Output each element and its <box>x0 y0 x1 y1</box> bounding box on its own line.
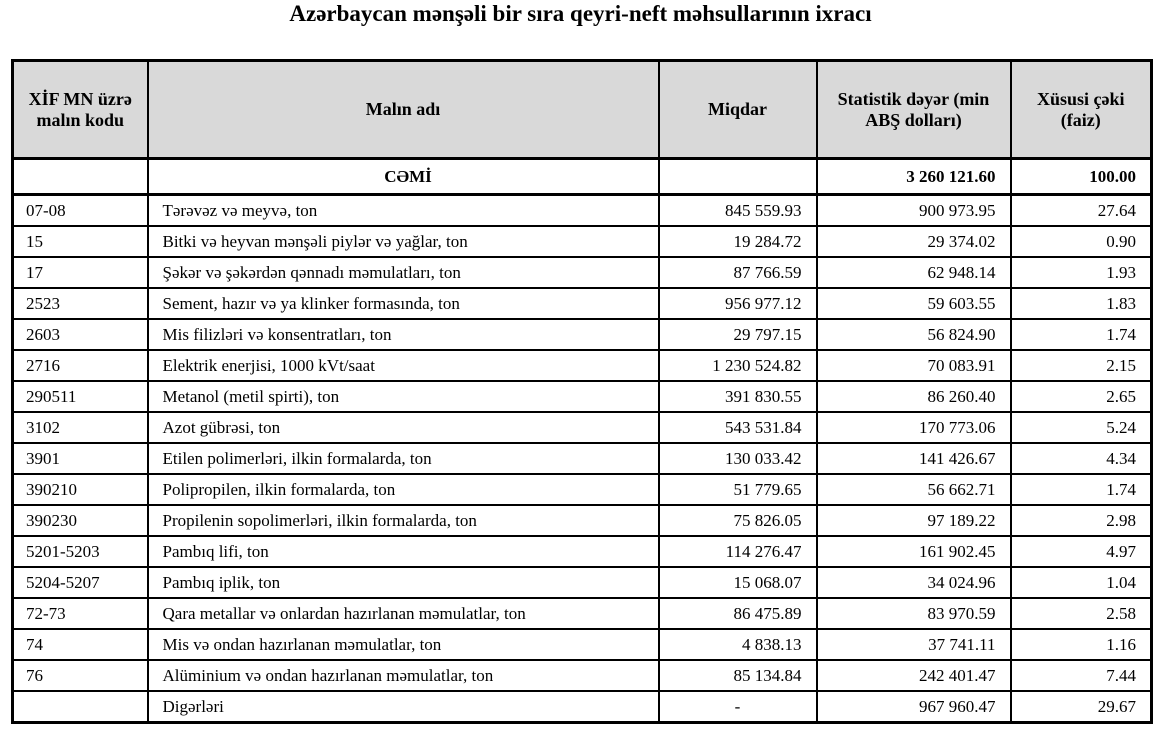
cell-value: 59 603.55 <box>817 288 1011 319</box>
cell-name: Digərləri <box>148 691 659 723</box>
total-cell-share: 100.00 <box>1011 159 1152 195</box>
cell-quantity: 114 276.47 <box>659 536 817 567</box>
table-row <box>13 226 1152 257</box>
table-row <box>13 691 1152 723</box>
table-row <box>13 257 1152 288</box>
cell-code: 2716 <box>13 350 148 381</box>
header-row <box>13 61 1152 159</box>
cell-quantity: 75 826.05 <box>659 505 817 536</box>
cell-quantity: 4 838.13 <box>659 629 817 660</box>
table-row <box>13 505 1152 536</box>
table-row <box>13 412 1152 443</box>
cell-value: 29 374.02 <box>817 226 1011 257</box>
cell-share: 4.97 <box>1011 536 1152 567</box>
cell-share: 29.67 <box>1011 691 1152 723</box>
table-row <box>13 350 1152 381</box>
cell-code: 3901 <box>13 443 148 474</box>
table-row <box>13 288 1152 319</box>
cell-quantity: 15 068.07 <box>659 567 817 598</box>
table-row <box>13 319 1152 350</box>
cell-code: 2603 <box>13 319 148 350</box>
cell-name: Tərəvəz və meyvə, ton <box>148 195 659 227</box>
table-row <box>13 598 1152 629</box>
cell-value: 141 426.67 <box>817 443 1011 474</box>
cell-code: 3102 <box>13 412 148 443</box>
table-row <box>13 474 1152 505</box>
cell-quantity: 51 779.65 <box>659 474 817 505</box>
cell-value: 34 024.96 <box>817 567 1011 598</box>
cell-name: Sement, hazır və ya klinker formasında, ton <box>148 288 659 319</box>
cell-code: 390230 <box>13 505 148 536</box>
cell-quantity: 85 134.84 <box>659 660 817 691</box>
cell-share: 2.65 <box>1011 381 1152 412</box>
cell-share: 27.64 <box>1011 195 1152 227</box>
table-row <box>13 536 1152 567</box>
cell-name: Etilen polimerləri, ilkin formalarda, ton <box>148 443 659 474</box>
cell-code: 5201-5203 <box>13 536 148 567</box>
cell-value: 161 902.45 <box>817 536 1011 567</box>
cell-share: 4.34 <box>1011 443 1152 474</box>
cell-code: 15 <box>13 226 148 257</box>
cell-name: Pambıq lifi, ton <box>148 536 659 567</box>
cell-value: 967 960.47 <box>817 691 1011 723</box>
cell-name: Bitki və heyvan mənşəli piylər və yağlar, ton <box>148 226 659 257</box>
table-row <box>13 195 1152 227</box>
cell-share: 1.04 <box>1011 567 1152 598</box>
cell-name: Azot gübrəsi, ton <box>148 412 659 443</box>
cell-code: 290511 <box>13 381 148 412</box>
cell-code: 74 <box>13 629 148 660</box>
cell-code: 72-73 <box>13 598 148 629</box>
cell-name: Metanol (metil spirti), ton <box>148 381 659 412</box>
total-cell-value: 3 260 121.60 <box>817 159 1011 195</box>
table-row <box>13 567 1152 598</box>
cell-share: 1.74 <box>1011 474 1152 505</box>
cell-code <box>13 691 148 723</box>
cell-name: Şəkər və şəkərdən qənnadı məmulatları, ton <box>148 257 659 288</box>
cell-code: 5204-5207 <box>13 567 148 598</box>
cell-value: 56 824.90 <box>817 319 1011 350</box>
cell-value: 170 773.06 <box>817 412 1011 443</box>
cell-value: 242 401.47 <box>817 660 1011 691</box>
cell-quantity: - <box>659 691 817 723</box>
cell-quantity: 956 977.12 <box>659 288 817 319</box>
cell-name: Propilenin sopolimerləri, ilkin formalarda, ton <box>148 505 659 536</box>
total-cell-name: CƏMİ <box>148 159 659 195</box>
column-header-value: Statistik dəyər (min ABŞ dolları) <box>817 61 1011 159</box>
page-title: Azərbaycan mənşəli bir sıra qeyri-neft məhsullarının ixracı <box>289 1 872 26</box>
column-header-code: XİF MN üzrə malın kodu <box>13 61 148 159</box>
cell-name: Qara metallar və onlardan hazırlanan məmulatlar, ton <box>148 598 659 629</box>
cell-share: 1.74 <box>1011 319 1152 350</box>
cell-quantity: 1 230 524.82 <box>659 350 817 381</box>
cell-name: Polipropilen, ilkin formalarda, ton <box>148 474 659 505</box>
cell-share: 2.58 <box>1011 598 1152 629</box>
cell-quantity: 130 033.42 <box>659 443 817 474</box>
cell-share: 1.93 <box>1011 257 1152 288</box>
cell-name: Alüminium və ondan hazırlanan məmulatlar, ton <box>148 660 659 691</box>
cell-value: 86 260.40 <box>817 381 1011 412</box>
cell-code: 07-08 <box>13 195 148 227</box>
cell-quantity: 845 559.93 <box>659 195 817 227</box>
cell-code: 17 <box>13 257 148 288</box>
cell-name: Mis və ondan hazırlanan məmulatlar, ton <box>148 629 659 660</box>
cell-name: Pambıq iplik, ton <box>148 567 659 598</box>
total-row <box>13 159 1152 195</box>
table-body <box>13 159 1152 723</box>
cell-value: 62 948.14 <box>817 257 1011 288</box>
cell-value: 56 662.71 <box>817 474 1011 505</box>
total-cell-code <box>13 159 148 195</box>
cell-share: 0.90 <box>1011 226 1152 257</box>
cell-share: 1.83 <box>1011 288 1152 319</box>
cell-value: 83 970.59 <box>817 598 1011 629</box>
table-row <box>13 660 1152 691</box>
cell-share: 5.24 <box>1011 412 1152 443</box>
cell-value: 37 741.11 <box>817 629 1011 660</box>
cell-value: 900 973.95 <box>817 195 1011 227</box>
cell-quantity: 391 830.55 <box>659 381 817 412</box>
cell-value: 70 083.91 <box>817 350 1011 381</box>
column-header-name: Malın adı <box>148 61 659 159</box>
table-row <box>13 629 1152 660</box>
cell-share: 7.44 <box>1011 660 1152 691</box>
column-header-share: Xüsusi çəki (faiz) <box>1011 61 1152 159</box>
table-row <box>13 443 1152 474</box>
cell-quantity: 29 797.15 <box>659 319 817 350</box>
cell-share: 2.98 <box>1011 505 1152 536</box>
cell-code: 390210 <box>13 474 148 505</box>
cell-quantity: 87 766.59 <box>659 257 817 288</box>
cell-code: 76 <box>13 660 148 691</box>
cell-name: Elektrik enerjisi, 1000 kVt/saat <box>148 350 659 381</box>
cell-quantity: 19 284.72 <box>659 226 817 257</box>
export-table <box>11 59 1153 724</box>
cell-share: 2.15 <box>1011 350 1152 381</box>
total-cell-quantity <box>659 159 817 195</box>
cell-share: 1.16 <box>1011 629 1152 660</box>
cell-code: 2523 <box>13 288 148 319</box>
cell-quantity: 543 531.84 <box>659 412 817 443</box>
column-header-quantity: Miqdar <box>659 61 817 159</box>
cell-quantity: 86 475.89 <box>659 598 817 629</box>
cell-name: Mis filizləri və konsentratları, ton <box>148 319 659 350</box>
table-row <box>13 381 1152 412</box>
cell-value: 97 189.22 <box>817 505 1011 536</box>
